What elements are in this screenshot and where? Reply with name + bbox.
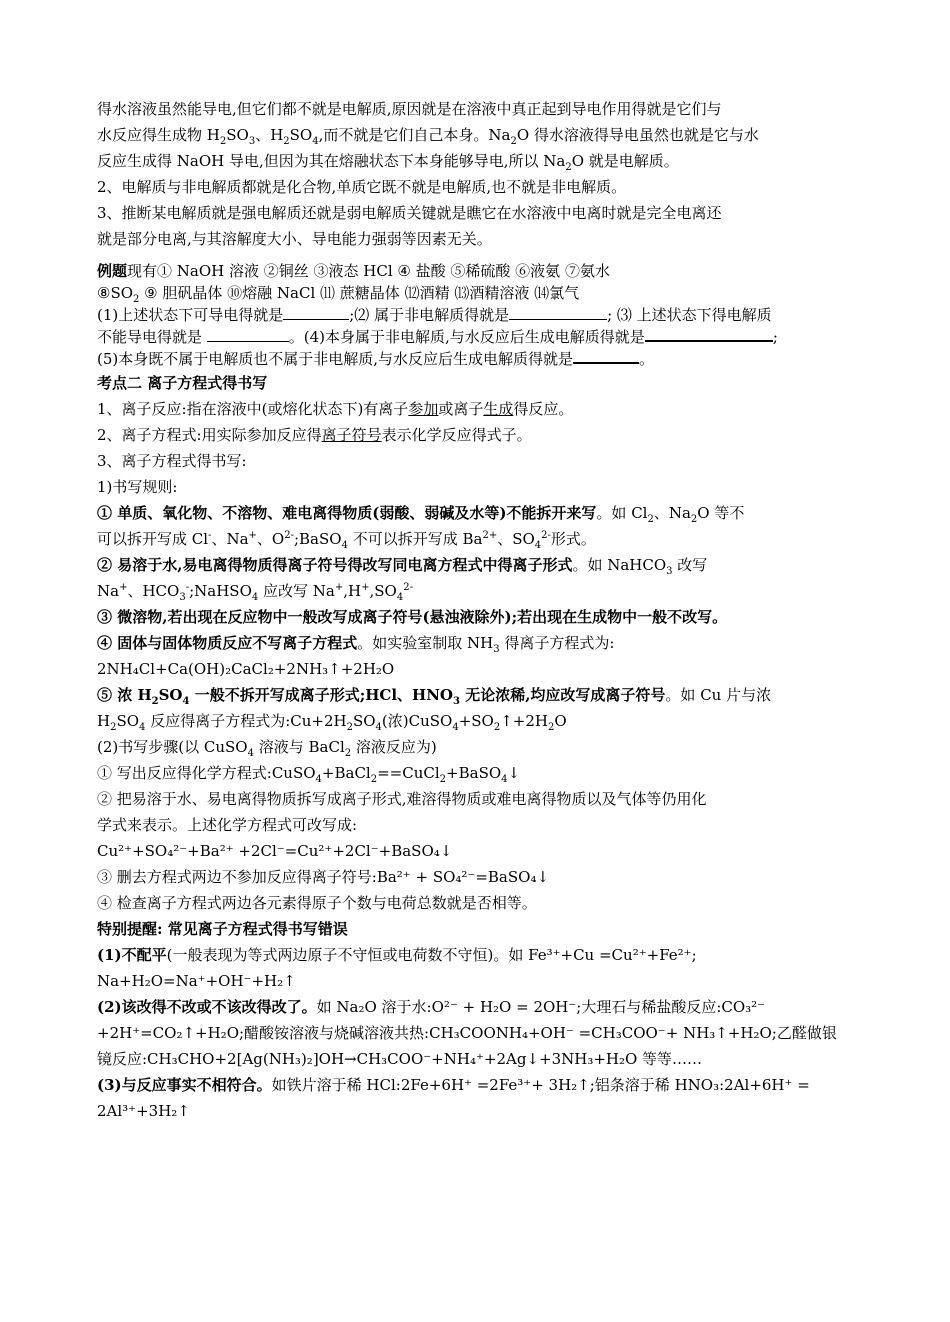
section-2-p4: 1)书写规则: xyxy=(97,478,178,496)
intro-line-5: 3、推断某电解质就是强电解质还就是弱电解质关键就是瞧它在水溶液中电离时就是完全电离还 xyxy=(97,204,722,222)
section-2-p1: 1、离子反应:指在溶液中(或熔化状态下)有离子参加或离子生成得反应。 xyxy=(97,400,574,418)
section-2-title: 考点二 离子方程式得书写 xyxy=(97,374,268,392)
example-items-line-2: $⑧SO_2$ ⑨ 胆矾晶体 ⑩熔融 NaCl ⑾ 蔗糖晶体 ⑿酒精 ⒀酒精溶液 ⒁氯气 xyxy=(97,284,580,305)
tip-2-cont-1: +2H⁺=CO₂↑+H₂O;醋酸铵溶液与烧碱溶液共热:CH₃COONH₄+OH⁻ =CH₃COO⁻+ NH₃↑+H₂O;乙醛做银 xyxy=(97,1024,837,1042)
intro-line-4: 2、电解质与非电解质都就是化合物,单质它既不就是电解质,也不就是非电解质。 xyxy=(97,178,627,196)
tip-2-cont-2: 镜反应:CH₃CHO+2[Ag(NH₃)₂]OH→CH₃COO⁻+NH₄⁺+2Ag↓+3NH₃+H₂O 等等…… xyxy=(97,1050,703,1068)
example-question-2: 不能导电得就是 。(4)本身属于非电解质,与水反应后生成电解质得就是 ; xyxy=(97,328,778,346)
answer-blank-1[interactable] xyxy=(283,305,349,320)
step-3: ③ 删去方程式两边不参加反应得离子符号:Ba²⁺ + SO₄²⁻=BaSO₄↓ xyxy=(97,868,550,886)
section-2-p2: 2、离子方程式:用实际参加反应得离子符号表示化学反应得式子。 xyxy=(97,426,532,444)
step-2-cont: 学式来表示。上述化学方程式可改写成: xyxy=(97,816,358,834)
tip-2: (2)该改得不改或不该改得改了。如 Na₂O 溶于水:O²⁻ + H₂O = 2OH⁻;大理石与稀盐酸反应:CO₃²⁻ xyxy=(97,998,766,1016)
intro-line-6: 就是部分电离,与其溶解度大小、导电能力强弱等因素无关。 xyxy=(97,230,492,248)
document-page xyxy=(97,96,877,1124)
step-2-equation: Cu²⁺+SO₄²⁻+Ba²⁺ +2Cl⁻=Cu²⁺+2Cl⁻+BaSO₄↓ xyxy=(97,842,453,860)
example-items-line-1: 例题现有① NaOH 溶液 ②铜丝 ③液态 HCl ④ 盐酸 ⑤稀硫酸 ⑥液氨 ⑦氨水 xyxy=(97,262,610,280)
answer-blank-3[interactable] xyxy=(207,327,289,342)
rule-4-equation: 2NH₄Cl+Ca(OH)₂CaCl₂+2NH₃↑+2H₂O xyxy=(97,660,395,678)
intro-line-2: 水反应得生成物 $H_2SO_3$、$H_2SO_4$,而不就是它们自己本身。$Na_2O$ 得水溶液得导电虽然也就是它与水 xyxy=(97,126,759,147)
rule-2: ② 易溶于水,易电离得物质得离子符号得改写同电离方程式中得离子形式。如 NaHCO$_3$ 改写 xyxy=(97,556,708,577)
rule-5-cont: $H_2SO_4$ 反应得离子方程式为$:Cu+2H_2SO_4$(浓)$CuSO_4+SO_2↑+2H_2O$ xyxy=(97,712,567,733)
tips-title: 特别提醒: 常见离子方程式得书写错误 xyxy=(97,920,348,938)
section-2-p3: 3、离子方程式得书写: xyxy=(97,452,247,470)
step-4: ④ 检查离子方程式两边各元素得原子个数与电荷总数就是否相等。 xyxy=(97,894,537,912)
step-2: ② 把易溶于水、易电离得物质拆写成离子形式,难溶得物质或难电离得物质以及气体等仍用化 xyxy=(97,790,707,808)
example-question-3: (5)本身既不属于电解质也不属于非电解质,与水反应后生成电解质得就是 。 xyxy=(97,350,655,368)
tip-3-cont: 2Al³⁺+3H₂↑ xyxy=(97,1102,190,1120)
rule-1: ① 单质、氧化物、不溶物、难电离得物质(弱酸、弱碱及水等)不能拆开来写。如 $Cl_2$、$Na_2O$ 等不 xyxy=(97,504,745,525)
example-label: 例题 xyxy=(97,262,128,280)
rule-3: ③ 微溶物,若出现在反应物中一般改写成离子符号(悬浊液除外);若出现在生成物中一般不改写。 xyxy=(97,608,728,626)
step-1: ① 写出反应得化学方程式:CuSO$_4$+BaCl$_2$==CuCl$_2$+BaSO$_4$↓ xyxy=(97,764,521,785)
tip-1: (1)不配平(一般表现为等式两边原子不守恒或电荷数不守恒)。如 Fe³⁺+Cu =Cu²⁺+Fe²⁺; xyxy=(97,946,697,964)
rule-1-cont: 可以拆开写成 Cl-、Na+、$O^{2-};BaSO_4$ 不可以拆开写成 $Ba^{2+}$、$SO_4^{2-}$形式。 xyxy=(97,530,596,551)
answer-blank-4[interactable] xyxy=(645,326,773,342)
rule-2-cont: Na+、$HCO_3^-;NaHSO_4$ 应改写 $Na^+,H^+,SO_4^{2-}$ xyxy=(97,582,413,603)
answer-blank-5[interactable] xyxy=(573,348,639,364)
rule-5: ⑤ 浓 $H_2SO_4$ 一般不拆开写成离子形式;HCl、$HNO_3$ 无论浓稀,均应改写成离子符号。如 Cu 片与浓 xyxy=(97,686,772,707)
example-question-1: (1)上述状态下可导电得就是 ;⑵ 属于非电解质得就是 ; ⑶ 上述状态下得电解质 xyxy=(97,306,772,324)
steps-heading: (2)书写步骤(以 CuSO$_4$ 溶液与 BaCl$_2$ 溶液反应为) xyxy=(97,738,437,759)
answer-blank-2[interactable] xyxy=(509,305,607,320)
tip-3: (3)与反应事实不相符合。如铁片溶于稀 HCl:2Fe+6H⁺ =2Fe³⁺+ 3H₂↑;铝条溶于稀 HNO₃:2Al+6H⁺ = xyxy=(97,1076,810,1094)
intro-line-3: 反应生成得 NaOH 导电,但因为其在熔融状态下本身能够导电,所以 $Na_2O$ 就是电解质。 xyxy=(97,152,679,173)
rule-4: ④ 固体与固体物质反应不写离子方程式。如实验室制取 $NH_3$ 得离子方程式为: xyxy=(97,634,615,655)
intro-line-1: 得水溶液虽然能导电,但它们都不就是电解质,原因就是在溶液中真正起到导电作用得就是它们与 xyxy=(97,100,722,118)
tip-1-cont: Na+H₂O=Na⁺+OH⁻+H₂↑ xyxy=(97,972,296,990)
